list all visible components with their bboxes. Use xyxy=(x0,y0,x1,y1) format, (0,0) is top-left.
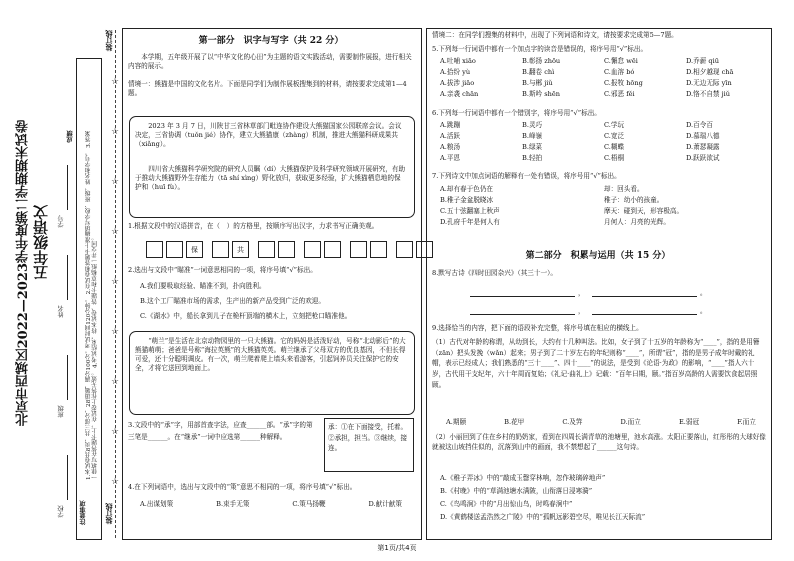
option[interactable]: D.跃跃欲试 xyxy=(686,153,720,162)
scenario1-text: 情境一：熊猫是中国的文化名片。下面是同学们为制作展板搜集到的材料，请按要求完成第1—4题。 xyxy=(128,80,407,97)
q7-row xyxy=(440,218,762,227)
star-icon: ☆ xyxy=(111,77,120,87)
option[interactable]: D.萧瑟凝露 xyxy=(686,142,720,151)
q7-row xyxy=(440,185,762,194)
q5-row xyxy=(440,79,762,88)
q4-option-b[interactable]: B.束手无策 xyxy=(216,500,250,508)
q9-options xyxy=(446,418,756,427)
q9-p2-option-b[interactable]: B.《村晚》中的“草满池塘水满陂，山衔落日浸寒漪” xyxy=(440,487,593,495)
poem-period-icon: 。 xyxy=(700,289,707,297)
field-name-label: 姓名 xyxy=(58,305,65,318)
option[interactable]: D.百令百 xyxy=(686,121,713,129)
answer-cell[interactable] xyxy=(370,241,387,258)
q9-option[interactable]: A.期颐 xyxy=(446,418,467,426)
q9-option[interactable]: E.弱冠 xyxy=(678,418,700,426)
right-column xyxy=(426,28,772,540)
q6-options xyxy=(440,121,762,163)
option[interactable]: C.五十弦翻塞上秋声 xyxy=(440,206,500,215)
option[interactable]: B.稚子金盆脱晓冰 xyxy=(440,195,494,204)
story-text: “萌兰”是生活在北京动物园里的一只大熊猫。它的妈妈是活泼好动，号称“北动影后”的大熊猫萌萌；爸爸是号称“海拉英熊”的大熊猫英英。萌兰继承了父母双方的优良基因，不但长得可爱，还十分聪明调皮。有一次，萌兰爬着爬上墙头来看游客，引起饲养员关注保护它的安全，才将它送回到地面上。 xyxy=(135,337,406,372)
answer-cell[interactable] xyxy=(350,241,367,258)
q3-text: 3.文段中的“承”字，用部首查字法，应查______部。“承”字的第三笔是______。在“继承”一词中应选第______种解释。 xyxy=(128,421,313,441)
option[interactable]: D.相夕越现 chā xyxy=(686,67,734,76)
option[interactable]: C.学玩 xyxy=(604,121,625,129)
q1-cells xyxy=(146,241,433,258)
q5-row xyxy=(440,90,762,99)
q6-text: 6.下列每一行词语中都有一个错别字，将序号用“√”标出。 xyxy=(432,109,601,117)
option[interactable]: C.糊蝶 xyxy=(604,142,625,151)
scenario2-text: 情境二：在同学们搜集的材料中，出现了下列词语和诗文，请按要求完成第5—7题。 xyxy=(432,31,678,39)
option[interactable]: C.报牧 hōng xyxy=(604,78,643,87)
field-school-label: 学校 xyxy=(58,505,65,518)
field-class-label: 班级 xyxy=(58,405,65,418)
answer-cell[interactable] xyxy=(146,241,163,258)
q7-text: 7.下列诗文中加点词语的解释有一处有错误，将序号用“√”标出。 xyxy=(432,172,621,180)
answer-cell[interactable]: 保 xyxy=(186,241,203,258)
q2-text: 2.选出与文段中“瞄准”一词意思相同的一项，将序号填“√”标出。 xyxy=(128,266,317,274)
news-paragraph-1: 2023 年 3 月 7 日，川陕甘三省林草部门毗连协作建设大熊猫国家公园联席会议。会议决定，三省协调（tuǒn jié）协作，建立大熊猫康（zhàng）机制，推进大熊猫科研成果共（xiǎng）。 xyxy=(135,122,402,148)
poem-line-1b[interactable] xyxy=(592,296,697,297)
q9-option[interactable]: B.花甲 xyxy=(504,418,525,426)
q6-row xyxy=(440,121,762,130)
option[interactable]: D.慕瑞八德 xyxy=(686,131,720,140)
poem-line-1a[interactable] xyxy=(470,296,575,297)
option[interactable]: A.活跃 xyxy=(440,131,461,140)
option[interactable]: A.粮汤 xyxy=(440,142,461,151)
binding-label-bottom: 装订线 xyxy=(104,503,113,524)
option[interactable]: D.孔府千年是何人有 xyxy=(440,217,500,226)
q6-row xyxy=(440,132,762,141)
q4-option-d[interactable]: D.献计献策 xyxy=(368,500,402,508)
option-gloss: 月何人：月亮的光辉。 xyxy=(604,217,670,226)
answer-cell[interactable] xyxy=(212,241,229,258)
option[interactable]: C.懈怠 wēi xyxy=(604,57,638,65)
option[interactable]: B.灵巧 xyxy=(522,121,543,129)
option[interactable]: D.乔薪 qiū xyxy=(686,57,720,65)
q7-row xyxy=(440,196,762,205)
q4-option-a[interactable]: A.出谋划策 xyxy=(140,500,174,508)
q9-paragraph-1: （1）古代对年龄的称谓，从幼到长，大约有十几种叫法。比如，女子到了十五岁的年龄称为“____”，指的是用簪（zān）把头发挽（wǎn）起来；男子到了二十岁左右的年纪则称“____”，所谓“冠”，指的是男子成年时戴的礼帽，表示已经成人；我们熟悉的“三十____”、四十____”的说法，是受到《论语·为政》的影响，“____”指人六十岁，古代用干支纪年，六十年周而复始；《礼记·曲礼上》记载：“百年曰期，颐。”指百岁高龄的人需要饮食起居照顾。 xyxy=(432,338,760,389)
answer-cell[interactable] xyxy=(278,241,295,258)
q9-paragraph-2: （2）小丽回到了住在乡村的奶奶家，看到在四周长满青草的池塘里，池水高涨。太阳正要落山，红彤彤的大球好像就被这山坡挡住似的，沉落到山中的画面，我不禁想起了______这句诗。 xyxy=(432,433,766,451)
page-footer: 第1页/共4页 xyxy=(377,544,417,552)
option[interactable]: A.拔涉 jiāo xyxy=(440,78,475,87)
q5-options xyxy=(440,57,762,99)
q9-option[interactable]: C.及笄 xyxy=(562,418,583,426)
q4-option-c[interactable]: C.策马扬鞭 xyxy=(292,500,326,508)
star-icon: ☆ xyxy=(111,277,120,287)
option[interactable]: B.斯吟 shēn xyxy=(522,89,561,98)
star-icon: ☆ xyxy=(111,427,120,437)
intro-text: 本学期，五年级开展了以“中华文化的心田”为主题的语文实践活动，需要制作展报，进行相关内容的展示。 xyxy=(128,53,412,70)
option[interactable]: B.绿菜 xyxy=(522,142,543,151)
section2-title: 第二部分 积累与运用（共 15 分） xyxy=(525,251,671,261)
answer-cell[interactable] xyxy=(166,241,183,258)
q5-text: 5.下列每一行词语中都有一个加点字的读音是错误的，将序号用“√”标出。 xyxy=(432,45,648,53)
notice-text: 1.本试卷共8页，共三部分，28道题，满分100分。考试时间120分钟。 2.在试卷和答题卡上准确填写学校、班级、姓名和学号。 3.答案一律填写在答题卡上，在试卷上作答无效。 4.考试结束，将本试卷、答题卡和草稿纸一并交回。 xyxy=(86,130,99,480)
option[interactable]: A.平恩 xyxy=(440,153,461,162)
option-gloss: 稚子：幼小的孩童。 xyxy=(604,195,664,204)
poem-line-2a[interactable] xyxy=(470,314,575,315)
field-class-line[interactable] xyxy=(67,355,68,400)
option[interactable]: D.恪不自禁 jiǔ xyxy=(686,89,731,98)
q9-text: 9.选择恰当的内容，把下面的语段补充完整，将序号填在相应的横线上。 xyxy=(432,324,643,332)
field-id-label: 学号 xyxy=(58,215,65,228)
score-label: 成绩 xyxy=(67,130,74,143)
option[interactable]: C.宽泛 xyxy=(604,131,625,140)
option[interactable]: A.却有春于色仍在 xyxy=(440,185,494,193)
q9-p2-option-a[interactable]: A.《稚子弄冰》中的“敲成玉罄穿林响，忽作玻璃碎地声” xyxy=(440,474,606,482)
q2-option-a[interactable]: A.我们要吸取经验、瞄准不到，扑向胜利。 xyxy=(140,282,266,290)
poem-line-2b[interactable] xyxy=(592,314,697,315)
q9-p2-option-d[interactable]: D.《黄鹤楼送孟浩然之广陵》中的“孤帆远影碧空尽，唯见长江天际流” xyxy=(440,513,646,521)
section1-title: 第一部分 识字与写字（共 22 分） xyxy=(198,36,344,46)
q4-text: 4.在下列词语中，选出与文段中的“策”意思不相同的一项，将序号填“√”标出。 xyxy=(128,483,357,491)
option[interactable]: B.轻拍 xyxy=(522,153,543,162)
q1-text: 1.根据文段中的汉语拼音，在（ ）的方格里，按顺序写出汉字，力求书写正确美观。 xyxy=(128,222,379,230)
option[interactable]: A.亲袭 chān xyxy=(440,89,479,98)
star-icon: ☆ xyxy=(111,327,120,337)
option[interactable]: A.跳蹦 xyxy=(440,121,461,129)
q7-options xyxy=(440,185,762,227)
field-school-line[interactable] xyxy=(67,455,68,500)
q7-row xyxy=(440,207,762,216)
q2-option-b[interactable]: B.这个工厂瞄准市场的需求，生产出的新产品受到广泛的欢迎。 xyxy=(140,297,325,305)
option[interactable]: D.无边无际 yīn xyxy=(686,78,732,87)
star-icon: ☆ xyxy=(111,127,120,137)
poem-period-icon: 。 xyxy=(700,307,707,315)
q9-option[interactable]: F.而立 xyxy=(737,418,756,426)
answer-cell[interactable] xyxy=(396,241,413,258)
q5-row xyxy=(440,57,762,66)
option[interactable]: C.邪恶 fěi xyxy=(604,89,635,98)
field-name-line[interactable] xyxy=(67,255,68,300)
field-id-line[interactable] xyxy=(67,165,68,210)
option[interactable]: B.翻卷 chì xyxy=(522,67,555,76)
q2-option-c[interactable]: C.《湖水》中，船长拿到儿子在桅杆顶端的横木上，立刻把枪口瞄准他。 xyxy=(140,312,352,320)
poem-comma-icon: ， xyxy=(578,307,585,315)
star-icon: ☆ xyxy=(111,377,120,387)
q9-p2-option-c[interactable]: C.《鸟鸣涧》中的“月出惊山鸟，时鸣春涧中” xyxy=(440,500,573,508)
star-icon: ☆ xyxy=(111,477,120,487)
q5-row xyxy=(440,68,762,77)
option[interactable]: B.彰扬 zhōu xyxy=(522,57,561,65)
option-gloss: 摩天：碰到天，形容极高。 xyxy=(604,206,684,215)
option[interactable]: C.梧桐 xyxy=(604,153,625,162)
q6-row xyxy=(440,143,762,152)
answer-cell[interactable] xyxy=(324,241,341,258)
q8-text: 8.默写古诗《四时田园杂兴》（其三十一）。 xyxy=(432,269,557,277)
notice-title: 注意事项 xyxy=(80,500,87,525)
option[interactable]: B.峰嶺 xyxy=(522,131,543,140)
option[interactable]: B.与郴 jiǔ xyxy=(522,78,553,87)
option[interactable]: C.血溶 bó xyxy=(604,67,635,76)
star-icon: ☆ xyxy=(111,177,120,187)
q6-row xyxy=(440,154,762,163)
exam-title: 北京市西城区2022—2023学年度第二学期期末试卷 xyxy=(16,120,31,427)
option[interactable]: A.吐哺 xiāo xyxy=(440,57,476,65)
star-icon: ☆ xyxy=(111,227,120,237)
option[interactable]: A.拾纷 yù xyxy=(440,67,471,76)
q4-options xyxy=(140,500,402,509)
option-gloss: 却：回头看。 xyxy=(604,185,644,193)
answer-cell[interactable]: 共 xyxy=(232,241,249,258)
binding-label-top: 装订线 xyxy=(104,30,113,51)
answer-cell[interactable] xyxy=(258,241,275,258)
answer-cell[interactable] xyxy=(304,241,321,258)
exam-subject: 五年级语文 xyxy=(32,205,50,280)
news-paragraph-2: 四川省大熊猫科学研究院的研究人员瞩（dí）大熊猫保护及科学研究领域开展研究，有助于推动大熊猫野外生存能力（tā shí xìng）野化放归，获取更多经验，扩大熊猫栖息地的保护和（huī fù）。 xyxy=(135,165,406,191)
q3-definition-text: 承：①在下面接受，托着。②承担，担当。③继续，接连。 xyxy=(328,423,408,453)
q9-option[interactable]: D.而立 xyxy=(620,418,641,426)
poem-comma-icon: ， xyxy=(578,289,585,297)
